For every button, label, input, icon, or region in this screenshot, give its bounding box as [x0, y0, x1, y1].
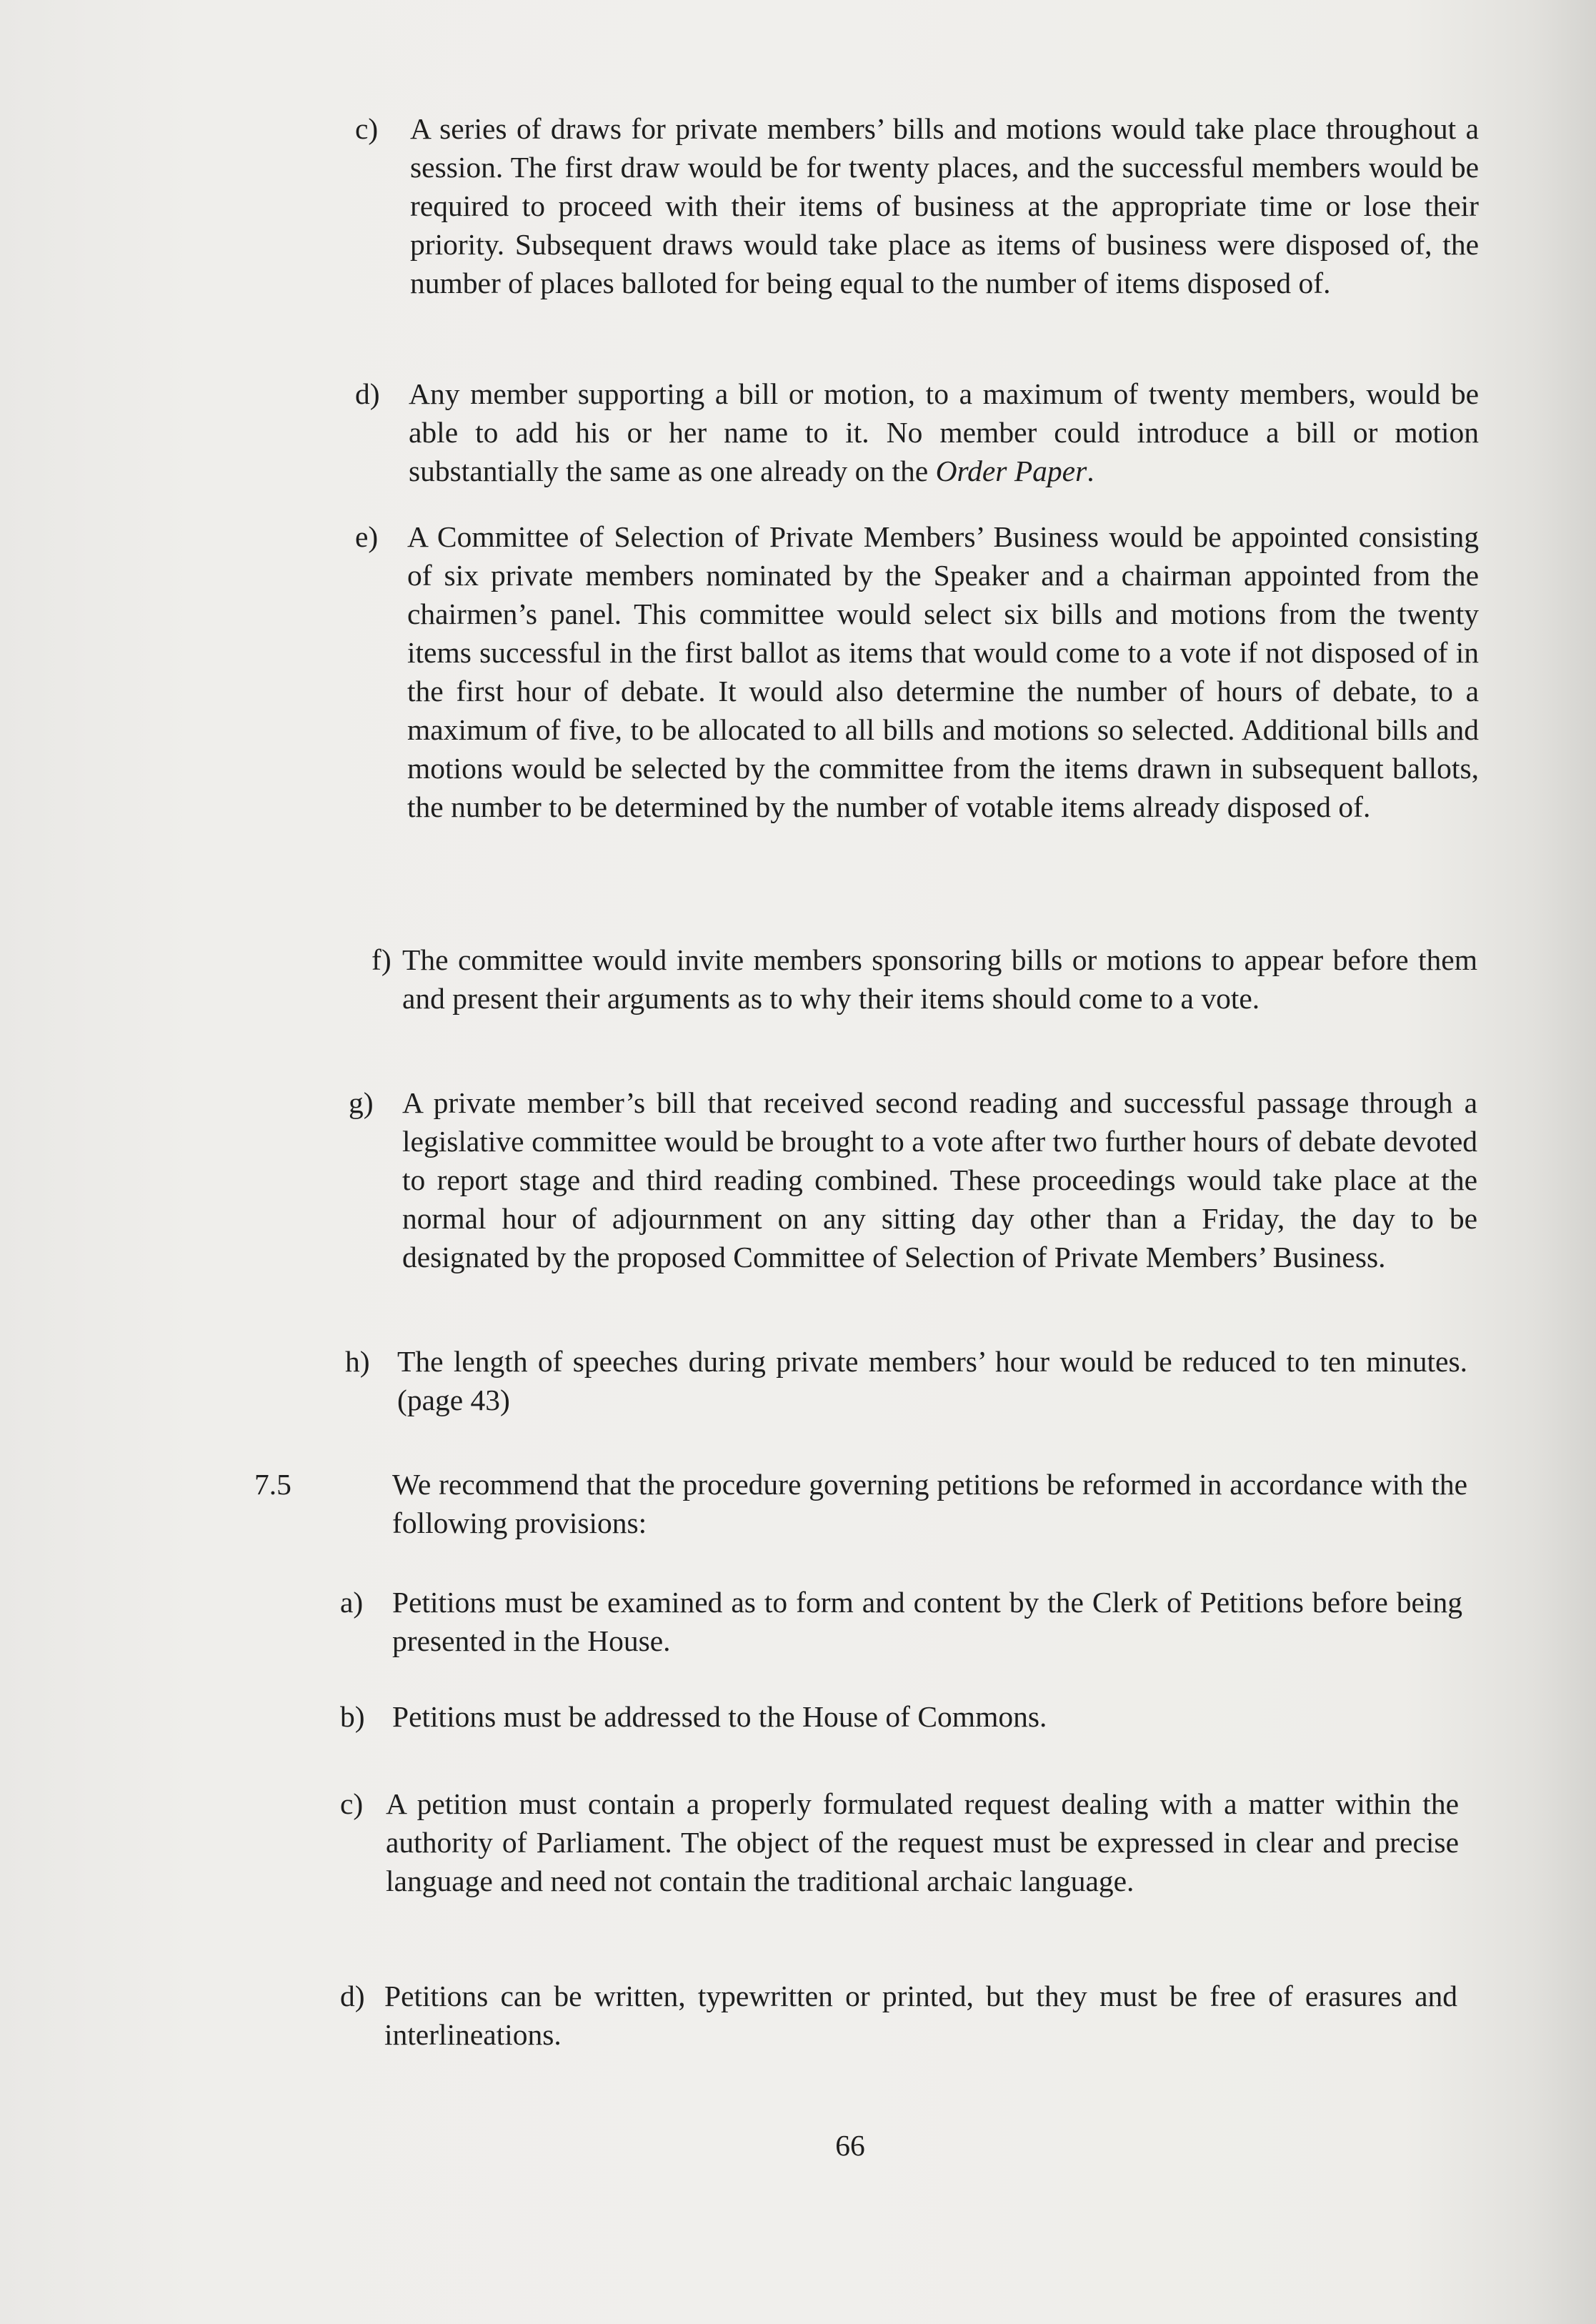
item-text-h: The length of speeches during private members’ hour would be reduced to ten minutes. (page 43): [397, 1345, 1467, 1416]
item-text-e: A Committee of Selection of Private Members’ Business would be appointed consisting of six private members nominated by the Speaker and a chairman appointed from the chairmen’s panel. This committee would select six bills and motions from the twenty items successful in the first ballot as items that would come to a vote if not disposed of in the first hour of debate. It would also determine the number of hours of debate, to a maximum of five, to be allocated to all bills and motions so selected. Additional bills and motions would be selected by the committee from the items drawn in subsequent ballots, the number to be determined by the number of votable items already disposed of.: [407, 520, 1479, 823]
petition-label-a: a): [340, 1586, 364, 1619]
item-label-f: f): [371, 943, 391, 976]
petition-text-c: A petition must contain a properly formulated request dealing with a matter within the authority of Parliament. The object of the request must be expressed in clear and precise language and need not contain the traditional archaic language.: [386, 1787, 1459, 1897]
item-label-c: c): [355, 112, 379, 145]
item-label-h: h): [345, 1345, 370, 1378]
order-paper-italic: Order Paper: [935, 455, 1087, 487]
section-text-7-5: We recommend that the procedure governing petitions be reformed in accordance with the following provisions:: [392, 1468, 1467, 1539]
page-number: 66: [835, 2129, 865, 2162]
petition-label-c: c): [340, 1787, 364, 1820]
petition-text-a: Petitions must be examined as to form and content by the Clerk of Petitions before being presented in the House.: [392, 1586, 1462, 1657]
item-text-d-end: .: [1087, 455, 1094, 487]
petition-text-b: Petitions must be addressed to the House of Commons.: [392, 1700, 1047, 1733]
section-number-7-5: 7.5: [254, 1468, 291, 1501]
item-label-g: g): [349, 1086, 374, 1119]
item-label-e: e): [355, 520, 379, 553]
petition-label-d: d): [340, 1980, 365, 2012]
petition-text-d: Petitions can be written, typewritten or printed, but they must be free of erasures and interlineations.: [384, 1980, 1457, 2051]
item-text-d-main: Any member supporting a bill or motion, to a maximum of twenty members, would be able to add his or her name to it. No member could introduce a bill or motion substantially the same as one already on the: [409, 377, 1479, 487]
item-text-f: The committee would invite members sponsoring bills or motions to appear before them and present their arguments as to why their items should come to a vote.: [402, 943, 1477, 1015]
item-text-d: [409, 374, 1479, 490]
item-text-c: A series of draws for private members’ bills and motions would take place throughout a session. The first draw would be for twenty places, and the successful members would be required to proceed with their items of business at the appropriate time or lose their priority. Subsequent draws would take place as items of business were disposed of, the number of places balloted for being equal to the number of items disposed of.: [410, 112, 1479, 299]
petition-label-b: b): [340, 1700, 365, 1733]
item-text-g: A private member’s bill that received second reading and successful passage through a legislative committee would be brought to a vote after two further hours of debate devoted to report stage and third reading combined. These proceedings would take place at the normal hour of adjournment on any sitting day other than a Friday, the day to be designated by the proposed Committee of Selection of Private Members’ Business.: [402, 1086, 1477, 1273]
item-label-d: d): [355, 377, 380, 410]
